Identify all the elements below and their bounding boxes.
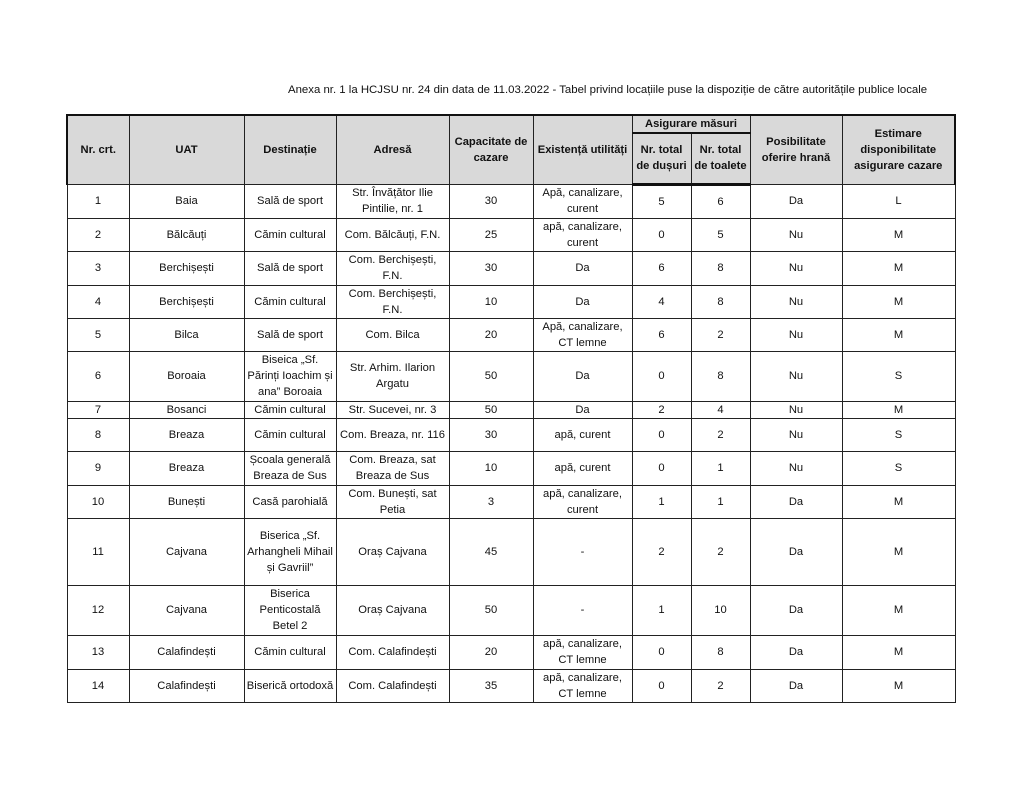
cell-hrana: Da — [750, 518, 842, 585]
cell-nr: 2 — [67, 218, 129, 251]
table-row — [67, 351, 955, 401]
cell-uat: Cajvana — [129, 585, 244, 635]
table-row — [67, 485, 955, 518]
cell-capacitate: 35 — [449, 669, 533, 702]
cell-uat: Breaza — [129, 451, 244, 485]
cell-nr: 5 — [67, 318, 129, 351]
cell-nr: 12 — [67, 585, 129, 635]
cell-uat: Calafindești — [129, 635, 244, 669]
cell-dusuri: 4 — [632, 285, 691, 318]
cell-destinatie: Cămin cultural — [244, 218, 336, 251]
cell-estimare: M — [842, 485, 955, 518]
cell-dusuri: 0 — [632, 351, 691, 401]
cell-utilitati: - — [533, 585, 632, 635]
cell-uat: Bilca — [129, 318, 244, 351]
cell-toalete: 8 — [691, 351, 750, 401]
cell-uat: Berchișești — [129, 285, 244, 318]
cell-hrana: Da — [750, 635, 842, 669]
cell-uat: Bunești — [129, 485, 244, 518]
cell-capacitate: 30 — [449, 251, 533, 285]
cell-destinatie: Cămin cultural — [244, 635, 336, 669]
cell-toalete: 10 — [691, 585, 750, 635]
cell-hrana: Nu — [750, 401, 842, 418]
cell-dusuri: 2 — [632, 518, 691, 585]
cell-adresa: Com. Berchișești, F.N. — [336, 251, 449, 285]
cell-estimare: S — [842, 418, 955, 451]
cell-adresa: Com. Breaza, nr. 116 — [336, 418, 449, 451]
cell-uat: Bosanci — [129, 401, 244, 418]
cell-estimare: M — [842, 218, 955, 251]
cell-hrana: Nu — [750, 285, 842, 318]
cell-nr: 6 — [67, 351, 129, 401]
header-estimare: Estimare disponibilitate asigurare cazare — [842, 115, 955, 184]
header-capacitate: Capacitate de cazare — [449, 115, 533, 184]
cell-destinatie: Biserică ortodoxă — [244, 669, 336, 702]
cell-capacitate: 25 — [449, 218, 533, 251]
cell-estimare: S — [842, 351, 955, 401]
table-header — [67, 115, 955, 184]
cell-adresa: Com. Calafindești — [336, 635, 449, 669]
cell-adresa: Oraș Cajvana — [336, 518, 449, 585]
cell-adresa: Com. Berchișești, F.N. — [336, 285, 449, 318]
cell-nr: 10 — [67, 485, 129, 518]
cell-capacitate: 50 — [449, 585, 533, 635]
cell-hrana: Nu — [750, 351, 842, 401]
cell-hrana: Da — [750, 585, 842, 635]
cell-capacitate: 45 — [449, 518, 533, 585]
cell-capacitate: 20 — [449, 635, 533, 669]
cell-destinatie: Școala generală Breaza de Sus — [244, 451, 336, 485]
cell-destinatie: Biserica Penticostală Betel 2 — [244, 585, 336, 635]
cell-hrana: Nu — [750, 218, 842, 251]
header-hrana: Posibilitate oferire hrană — [750, 115, 842, 184]
cell-dusuri: 1 — [632, 485, 691, 518]
header-adresa: Adresă — [336, 115, 449, 184]
cell-utilitati: - — [533, 518, 632, 585]
cell-destinatie: Cămin cultural — [244, 418, 336, 451]
cell-toalete: 8 — [691, 251, 750, 285]
table-row — [67, 285, 955, 318]
header-asigurare: Asigurare măsuri — [632, 115, 750, 133]
cell-destinatie: Sală de sport — [244, 184, 336, 218]
table-row — [67, 585, 955, 635]
cell-destinatie: Cămin cultural — [244, 401, 336, 418]
table-row — [67, 518, 955, 585]
cell-uat: Boroaia — [129, 351, 244, 401]
cell-toalete: 8 — [691, 285, 750, 318]
table-row — [67, 635, 955, 669]
cell-destinatie: Sală de sport — [244, 318, 336, 351]
cell-uat: Berchișești — [129, 251, 244, 285]
cell-destinatie: Cămin cultural — [244, 285, 336, 318]
cell-adresa: Com. Breaza, sat Breaza de Sus — [336, 451, 449, 485]
locations-table — [66, 114, 956, 703]
cell-estimare: L — [842, 184, 955, 218]
cell-capacitate: 30 — [449, 184, 533, 218]
document-caption: Anexa nr. 1 la HCJSU nr. 24 din data de 11.03.2022 - Tabel privind locațiile puse la dispoziție de către autoritățile publice locale — [288, 84, 928, 96]
cell-utilitati: apă, canalizare, CT lemne — [533, 669, 632, 702]
cell-toalete: 8 — [691, 635, 750, 669]
cell-utilitati: apă, canalizare, curent — [533, 485, 632, 518]
cell-dusuri: 0 — [632, 218, 691, 251]
cell-dusuri: 1 — [632, 585, 691, 635]
cell-nr: 13 — [67, 635, 129, 669]
cell-estimare: M — [842, 401, 955, 418]
cell-adresa: Com. Bălcăuți, F.N. — [336, 218, 449, 251]
cell-capacitate: 50 — [449, 401, 533, 418]
cell-hrana: Nu — [750, 318, 842, 351]
table-row — [67, 318, 955, 351]
cell-toalete: 2 — [691, 418, 750, 451]
cell-estimare: M — [842, 518, 955, 585]
cell-estimare: M — [842, 318, 955, 351]
cell-nr: 11 — [67, 518, 129, 585]
cell-uat: Cajvana — [129, 518, 244, 585]
cell-adresa: Com. Bilca — [336, 318, 449, 351]
cell-estimare: S — [842, 451, 955, 485]
cell-nr: 1 — [67, 184, 129, 218]
cell-toalete: 1 — [691, 485, 750, 518]
cell-capacitate: 10 — [449, 451, 533, 485]
cell-nr: 7 — [67, 401, 129, 418]
cell-estimare: M — [842, 585, 955, 635]
cell-destinatie: Biserica „Sf. Arhangheli Mihail și Gavriil” — [244, 518, 336, 585]
header-nr: Nr. crt. — [67, 115, 129, 184]
cell-hrana: Nu — [750, 451, 842, 485]
cell-estimare: M — [842, 635, 955, 669]
cell-utilitati: Da — [533, 401, 632, 418]
cell-nr: 9 — [67, 451, 129, 485]
cell-toalete: 6 — [691, 184, 750, 218]
cell-toalete: 1 — [691, 451, 750, 485]
table-row — [67, 251, 955, 285]
header-destinatie: Destinație — [244, 115, 336, 184]
cell-uat: Bălcăuți — [129, 218, 244, 251]
cell-nr: 8 — [67, 418, 129, 451]
table-body — [67, 184, 955, 702]
cell-utilitati: apă, curent — [533, 451, 632, 485]
cell-hrana: Da — [750, 669, 842, 702]
cell-capacitate: 30 — [449, 418, 533, 451]
cell-adresa: Str. Sucevei, nr. 3 — [336, 401, 449, 418]
cell-destinatie: Casă parohială — [244, 485, 336, 518]
cell-uat: Breaza — [129, 418, 244, 451]
cell-dusuri: 0 — [632, 669, 691, 702]
cell-utilitati: apă, canalizare, CT lemne — [533, 635, 632, 669]
cell-destinatie: Biseica „Sf. Părinți Ioachim și ana” Boroaia — [244, 351, 336, 401]
cell-toalete: 5 — [691, 218, 750, 251]
cell-utilitati: Da — [533, 251, 632, 285]
cell-toalete: 4 — [691, 401, 750, 418]
cell-adresa: Com. Calafindești — [336, 669, 449, 702]
cell-nr: 14 — [67, 669, 129, 702]
cell-dusuri: 6 — [632, 251, 691, 285]
cell-toalete: 2 — [691, 318, 750, 351]
cell-adresa: Com. Bunești, sat Petia — [336, 485, 449, 518]
header-toalete: Nr. total de toalete — [691, 133, 750, 184]
cell-capacitate: 20 — [449, 318, 533, 351]
cell-uat: Baia — [129, 184, 244, 218]
cell-capacitate: 10 — [449, 285, 533, 318]
cell-dusuri: 2 — [632, 401, 691, 418]
cell-adresa: Str. Arhim. Ilarion Argatu — [336, 351, 449, 401]
cell-dusuri: 0 — [632, 451, 691, 485]
cell-hrana: Da — [750, 485, 842, 518]
table-row — [67, 184, 955, 218]
cell-utilitati: apă, curent — [533, 418, 632, 451]
cell-utilitati: Apă, canalizare, CT lemne — [533, 318, 632, 351]
cell-capacitate: 50 — [449, 351, 533, 401]
table-row — [67, 401, 955, 418]
table-row — [67, 669, 955, 702]
cell-hrana: Da — [750, 184, 842, 218]
cell-adresa: Oraș Cajvana — [336, 585, 449, 635]
cell-dusuri: 0 — [632, 418, 691, 451]
header-utilitati: Existență utilități — [533, 115, 632, 184]
cell-dusuri: 0 — [632, 635, 691, 669]
cell-capacitate: 3 — [449, 485, 533, 518]
cell-nr: 4 — [67, 285, 129, 318]
cell-estimare: M — [842, 251, 955, 285]
cell-dusuri: 6 — [632, 318, 691, 351]
cell-nr: 3 — [67, 251, 129, 285]
cell-hrana: Nu — [750, 251, 842, 285]
cell-toalete: 2 — [691, 518, 750, 585]
table-row — [67, 418, 955, 451]
cell-hrana: Nu — [750, 418, 842, 451]
cell-estimare: M — [842, 285, 955, 318]
header-uat: UAT — [129, 115, 244, 184]
table-row — [67, 451, 955, 485]
cell-utilitati: Apă, canalizare, curent — [533, 184, 632, 218]
cell-dusuri: 5 — [632, 184, 691, 218]
cell-utilitati: Da — [533, 285, 632, 318]
cell-toalete: 2 — [691, 669, 750, 702]
cell-estimare: M — [842, 669, 955, 702]
cell-utilitati: Da — [533, 351, 632, 401]
cell-adresa: Str. Învățător Ilie Pintilie, nr. 1 — [336, 184, 449, 218]
cell-utilitati: apă, canalizare, curent — [533, 218, 632, 251]
cell-destinatie: Sală de sport — [244, 251, 336, 285]
header-dusuri: Nr. total de dușuri — [632, 133, 691, 184]
cell-uat: Calafindești — [129, 669, 244, 702]
table-row — [67, 218, 955, 251]
